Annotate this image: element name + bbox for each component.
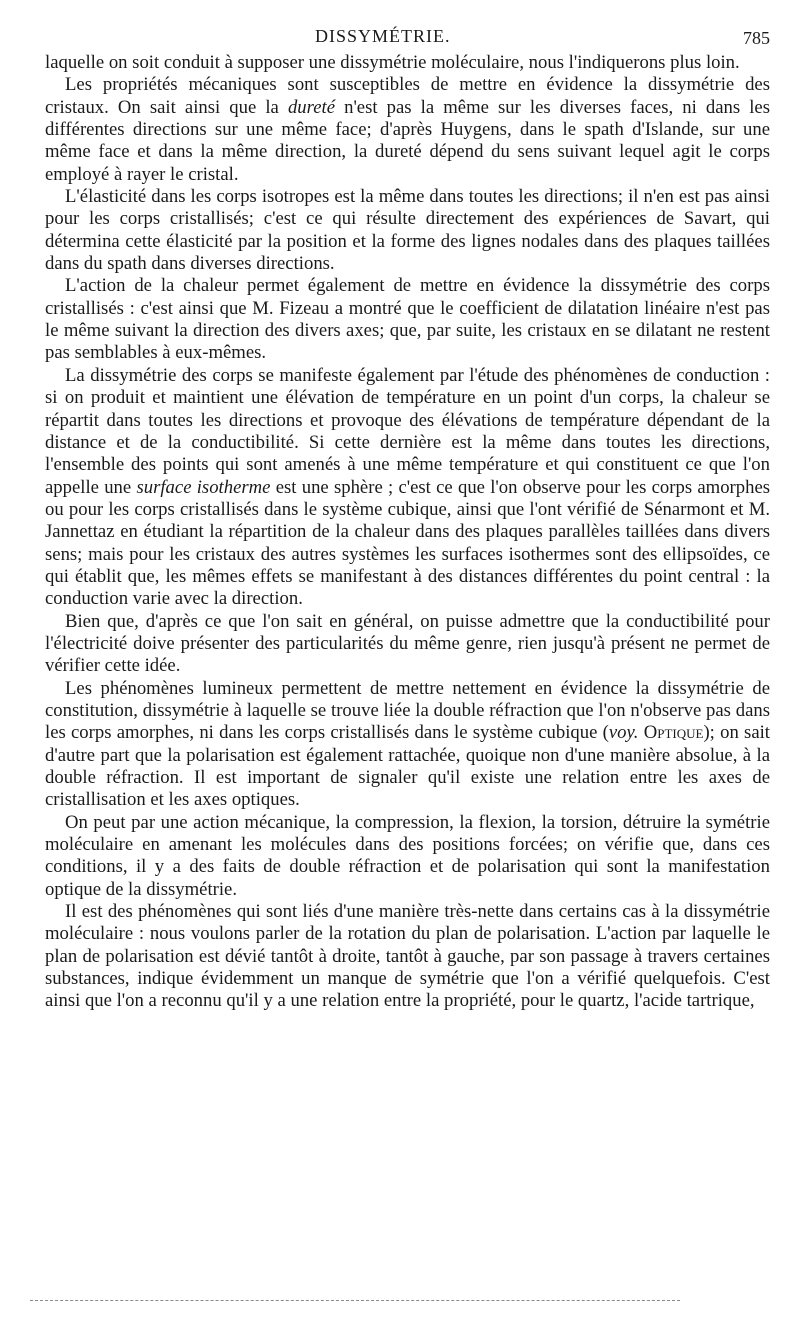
italic-term: voy. — [608, 722, 639, 744]
paragraph-text: L'action de la chaleur permet également de mettre en évidence la dissymétrie des corps cristallisés : c'est ainsi que M. Fizeau a montré que le coefficient de dilatation linéaire n'est pas le même suivant la direction des divers axes; que, par suite, les cristaux en se dilatant ne restent pas semblables à eux-mêmes. — [45, 275, 770, 364]
paragraph — [45, 611, 770, 678]
paragraph — [45, 812, 770, 901]
page-number: 785 — [743, 28, 770, 48]
paragraph — [45, 365, 770, 611]
paragraph-text: Les phénomènes lumineux permettent de mettre nettement en évidence la dissymétrie de constitution, dissymétrie à laquelle se trouve liée la double réfraction que l'on n'observe pas dans les corps amorphes, ni dans les corps cristallisés dans le système cubique ( — [45, 677, 770, 744]
body-text — [45, 52, 770, 1013]
paragraph — [45, 275, 770, 364]
paragraph-text: Les propriétés mécaniques sont susceptibles de mettre en évidence la dissymétrie des cristaux. On sait ainsi que la — [45, 74, 770, 118]
paragraph-text: ); on sait d'autre part que la polarisation est également rattachée, quoique non d'une manière absolue, à la double réfraction. Il est important de signaler qu'il existe une relation entre les axes de cristallisation et les axes optiques. — [45, 722, 771, 811]
paragraph — [45, 901, 770, 1013]
paragraph — [45, 52, 770, 74]
italic-term: dureté — [287, 96, 335, 118]
paragraph-text: Il est des phénomènes qui sont liés d'une manière très-nette dans certains cas à la dissymétrie moléculaire : nous voulons parler de la rotation du plan de polarisation. L'action par laquelle le plan de polarisation est dévié tantôt à droite, tantôt à gauche, par son passage à travers certaines substances, indique évidemment un manque de symétrie que l'on a vérifié quelquefois. C'est ainsi que l'on a reconnu qu'il y a une relation entre la propriété, pour le quartz, l'acide tartrique, — [45, 901, 770, 1012]
paragraph — [45, 186, 770, 275]
footer-rule — [30, 1300, 680, 1301]
paragraph-text: n'est pas la même sur les diverses faces, ni dans les différentes directions sur une même face; d'après Huygens, dans le spath d'Islande, sur une même face et dans la même direction, la dureté dépend du sens suivant lequel agit le corps employé à rayer le cristal. — [45, 96, 770, 185]
running-head-title: DISSYMÉTRIE. — [315, 26, 451, 46]
paragraph-text: On peut par une action mécanique, la compression, la flexion, la torsion, détruire la symétrie moléculaire en amenant les molécules dans des positions forcées; on vérifie que, dans ces conditions, il y a des faits de double réfraction et de polarisation qui sont la manifestation optique de la dissymétrie. — [45, 811, 770, 900]
small-caps-reference: Optique — [643, 722, 704, 744]
paragraph-text: Bien que, d'après ce que l'on sait en général, on puisse admettre que la conductibilité pour l'électricité doive présenter des particularités du même genre, rien jusqu'à présent ne permet de vérifier cette idée. — [45, 610, 770, 677]
paragraph-text: laquelle on soit conduit à supposer une dissymétrie moléculaire, nous l'indiquerons plus loin. — [45, 52, 740, 73]
paragraph-text: L'élasticité dans les corps isotropes est la même dans toutes les directions; il n'en est pas ainsi pour les corps cristallisés; c'est ce qui résulte directement des expériences de Savart, qui détermina cette élasticité par la position et la forme des lignes nodales dans des plaques taillées dans du spath dans diverses directions. — [45, 186, 770, 275]
italic-term: surface isotherme — [136, 476, 271, 498]
paragraph-text: est une sphère ; c'est ce que l'on observe pour les corps amorphes ou pour les corps cristallisés dans le système cubique, ainsi que l'ont vérifié de Sénarmont et M. Jannettaz en étudiant la répartition de la chaleur dans des plaques parallèles taillées dans divers sens; mais pour les cristaux des autres systèmes les surfaces isothermes sont des ellipsoïdes, ce qui établit que, les mêmes effets se manifestant à des distances différentes du point central : la conduction varie avec la direction. — [45, 476, 771, 610]
paragraph-text: La dissymétrie des corps se manifeste également par l'étude des phénomènes de conduction : si on produit et maintient une élévation de température en un point d'un corps, la chaleur se répartit dans toutes les directions et provoque des élévations de température dépendant de la distance et de la conductibilité. Si cette dernière est la même dans toutes les directions, l'ensemble des points qui sont amenés à une même température et qui constituent ce que l'on appelle une — [45, 364, 770, 498]
paragraph — [45, 74, 770, 186]
paragraph — [45, 678, 770, 812]
